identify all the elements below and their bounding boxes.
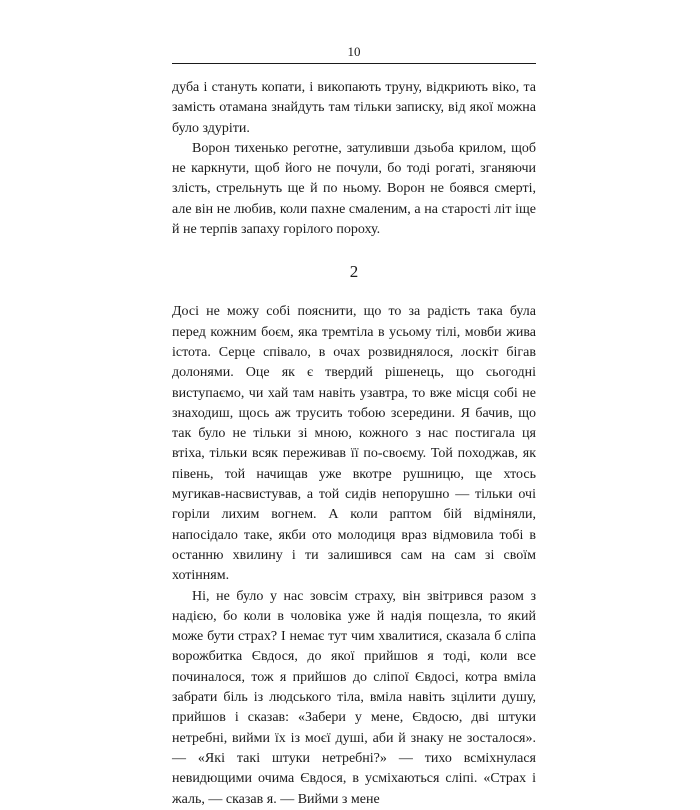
header-rule xyxy=(172,63,536,64)
page-number: 10 xyxy=(347,44,361,59)
paragraph: Досі не можу собі пояснити, що то за радість така була перед кожним боєм, яка тремтіла в усьому тілі, мовби жива істота. Серце співало, в очах розвиднялося, лоскіт бігав долонями. Оце як є твердий рішенець, що сьогодні виступаємо, чи хай там навіть узавтра, то вже місця собі не знаходиш, щось аж трусить тобою зсередини. Я бачив, що так було не тільки зі мною, кожного з нас постигала ця втіха, тільки всяк переживав її по-своєму. Той походжав, як півень, той начищав уже вкотре рушницю, ще хтось мугикав-насвистував, а той сидів непорушно — тільки очі горіли лихим вогнем. А коли раптом бій відміняли, напосідало таке, якби ото молодиця враз відмовила тобі в останню хвилину і ти залишився сам на сам зі своїм хотінням. xyxy=(172,304,536,584)
paragraph: Ворон тихенько реготне, затуливши дзьоба крилом, щоб не каркнути, щоб його не почули, бо тоді рогаті, зганяючи злість, стрельнуть ще й по ньому. Ворон не боявся смерті, але він не любив, коли пахне смаленим, а на старості літ іще й не терпів запаху горілого пороху. xyxy=(172,140,536,238)
page-header xyxy=(172,44,536,64)
paragraph: дуба і стануть копати, і викопають труну, відкриють віко, та замість отамана знайдуть там тільки записку, від якої можна було здуріти. xyxy=(172,80,536,136)
chapter-number: 2 xyxy=(349,262,359,282)
page-body xyxy=(172,78,536,810)
paragraph: Ні, не було у нас зовсім страху, він звітрився разом з надією, бо коли в чоловіка уже й надія пощезла, то який може бути страх? І немає тут чим хвалитися, сказала б сліпа ворожбитка Євдося, до якої прийшов я тоді, коли все починалося, тож я прийшов до сліпої Євдосі, котра вміла забрати біль із людського тіла, вміла навіть зцілити душу, прийшов і сказав: «Забери у мене, Євдосю, дві штуки нетребні, вийми їх із моєї душі, аби й знаку не зосталося». — «Які такі штуки нетребні?» — тихо всміхнулася невидющими очима Євдося, в усміхаються сліпі. «Страх і жаль, — сказав я. — Вийми з мене xyxy=(172,588,536,807)
